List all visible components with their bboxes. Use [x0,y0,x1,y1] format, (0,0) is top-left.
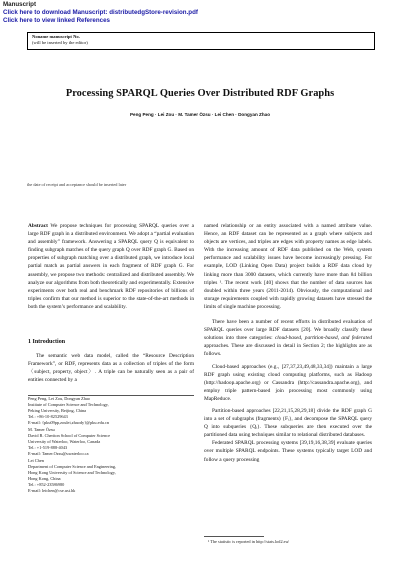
affiliation-line: Peng Peng, Lei Zou, Dongyan Zhao [28,396,90,401]
affiliation-chen [28,458,194,494]
right-paragraph-1: named relationship or an entity associated with a named attribute value. Hence, an RDF dataset can be represented as a graph where subjects and objects are vertices, and triples are edges with property names as edge labels. With the increasing amount of RDF data published on the Web, system performance and scalability issues have become increasingly pressing. For example, LOD (Linking Open Data) project builds a RDF data cloud by linking more than 3000 datasets, which currently have more than 84 billion triples ¹. The recent work [40] shows that the number of data sources has doubled within three years (2011-2014). Obviously, the computational and storage requirements coupled with rapidly growing datasets have stressed the limits of single machine processing. [204,223,372,310]
right-paragraph-3: Cloud-based approaches (e.g., [27,37,23,49,48,33,34]) maintain a large RDF graph using existing cloud computing platforms, such as Hadoop (http://hadoop.apache.org) or Cassandra (http://cassandra.apache.org), and employ triple pattern-based join processing most commonly using MapReduce. [204,363,372,402]
abstract-label: Abstract [28,223,48,229]
right-column [204,222,372,464]
affiliation-line: David R. Cheriton School of Computer Science [28,432,110,438]
paragraph-text: There have been a number of recent efforts in distributed evaluation of SPARQL queries over large RDF datasets [20]. We broadly classify these solutions into three categories: [204,319,372,342]
introduction-paragraph [28,352,194,384]
date-note: the date of receipt and acceptance should be inserted later [27,182,127,187]
download-link[interactable]: Click here to download Manuscript: distributedgStore-revision.pdf [3,9,198,16]
affiliation-email: E-mail: leichen@cse.ust.hk [28,487,76,493]
abstract [28,222,194,311]
affiliation-peng-zou-zhao [28,396,194,426]
affiliations [28,396,194,495]
intro-paragraph-1: The semantic web data model, called the “Resource Description Framework”, or RDF, represents data as a collection of triples of the form 〈subject, property, object〉. A triple can be naturally seen as a pair of entities connected by a [28,353,194,384]
emphasized-categories: cloud-based, partition-based, and federated [274,335,372,342]
affiliation-line: Hong Kong University of Science and Technology, [28,469,116,475]
manuscript-label: Manuscript [3,1,37,8]
affiliation-line: University of Waterloo, Waterloo, Canada [28,438,101,444]
author-list: Peng Peng · Lei Zou · M. Tamer Özsu · Lei Chen · Dongyan Zhao [129,112,271,117]
affiliation-line: Peking University, Beijing, China [28,407,87,413]
affiliation-line: Hong Kong, China [28,475,61,481]
affiliation-ozsu [28,427,194,457]
abstract-text: We propose techniques for processing SPARQL queries over a large RDF graph in a distributed environment. We adopt a “partial evaluation and assembly” framework. Answering a SPARQL query Q is equivalent to finding subgraph matches of the query graph Q over RDF graph G. Based on properties of subgraph matching over a distributed graph, we introduce local partial match as partial answers in each fragment of RDF graph G. For assembly, we propose two methods: centralized and distributed assembly. We analyze our algorithms from both theoretically and experimentally. Extensive experiments over both real and benchmark RDF repositories of billions of triples confirm that our method is superior to the state-of-the-art methods in both the system’s performance and scalability. [28,223,194,310]
affiliation-email: E-mail: {pku09pp,zoulei,zhaody}@pku.edu.cn [28,419,109,425]
affiliation-line: M. Tamer Özsu [28,426,55,432]
affiliation-line: Institute of Computer Science and Technology, [28,401,109,407]
references-link[interactable]: Click here to view linked References [3,17,110,24]
affiliation-line: Department of Computer Science and Engineering, [28,463,117,469]
paper-title: Processing SPARQL Queries Over Distributed RDF Graphs [65,88,335,99]
header-block [3,1,198,25]
affiliation-line: Tel.: +1-519-888-4043 [28,444,68,450]
right-paragraph-5: Federated SPARQL processing systems [39,19,16,38,39] evaluate queries over multiple SPARQL endpoints. These systems typically target LOD and follow a query processing [204,440,372,463]
manuscript-number-box [27,32,375,50]
section-heading-introduction: 1 Introduction [28,339,66,345]
right-paragraph-4: Partition-based approaches [22,21,15,28,29,18] divide the RDF graph G into a set of subgraphs (fragments) {Fᵢ}, and decompose the SPARQL query Q into subqueries {Qᵢ}. These subqueries are then executed over the partitioned data using techniques similar to relational distributed databases. [204,407,372,439]
footnote: ¹ The statistic is reported in http://stats.lod2.eu/ [208,539,289,544]
affiliation-line: Lei Chen [28,457,44,463]
right-paragraph-2 [204,318,372,358]
editor-note: (will be inserted by the editor) [32,40,88,45]
affiliation-line: Tel.: +86-10-82529643 [28,413,68,419]
paragraph-text: approaches. These are discussed in detail in Section 2; the highlights are as follows. [204,343,372,358]
manuscript-number-label: Noname manuscript No. [32,34,80,39]
footnote-divider [204,536,264,537]
affiliation-line: Tel.: +852-23586980 [28,481,65,487]
affiliation-email: E-mail: Tamer.Ozsu@uwaterloo.ca [28,450,89,456]
